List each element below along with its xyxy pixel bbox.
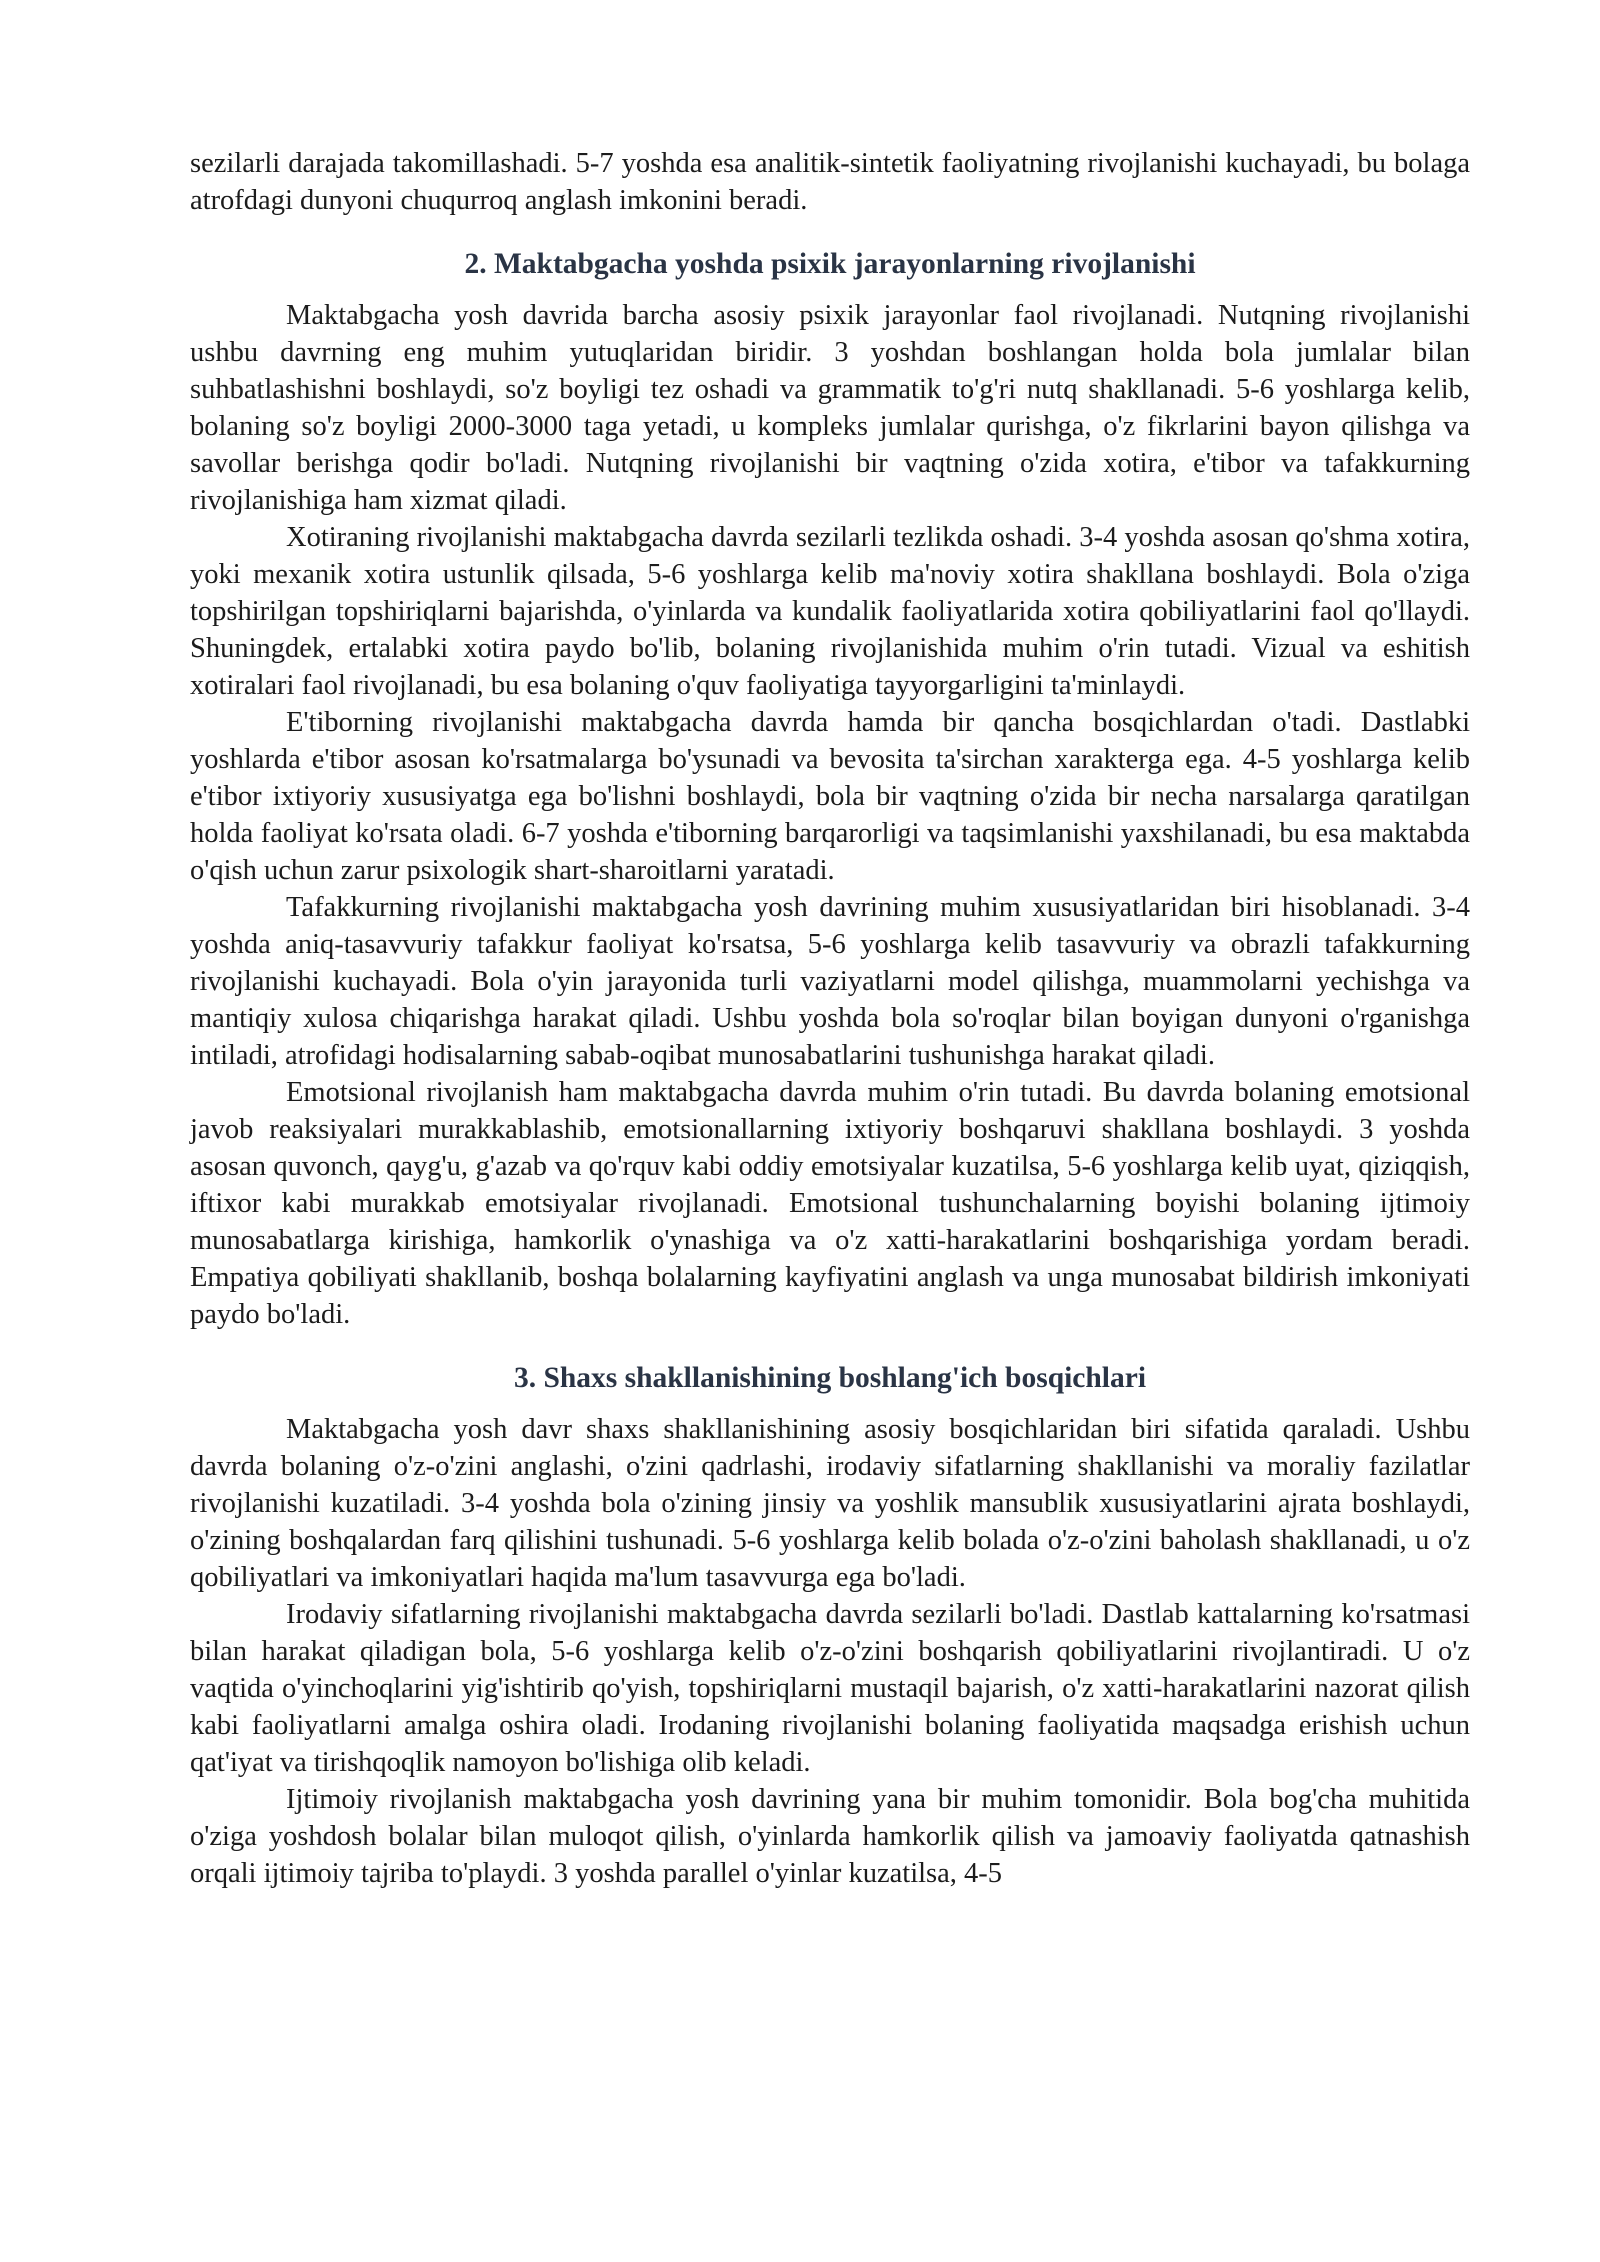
spacer <box>190 219 1470 246</box>
section-2-heading: 2. Maktabgacha yoshda psixik jarayonlarning rivojlanishi <box>464 248 1196 280</box>
section-2-paragraph-thinking: Tafakkurning rivojlanishi maktabgacha yosh davrining muhim xususiyatlaridan biri hisoblanadi. 3-4 yoshda aniq-tasavvuriy tafakkur faoliyat ko'rsatsa, 5-6 yoshlarga kelib tasavvuriy va obrazli tafakkurning rivojlanishi kuchayadi. Bola o'yin jarayonida turli vaziyatlarni model qilishga, muammolarni yechishga va mantiqiy xulosa chiqarishga harakat qiladi. Ushbu yoshda bola so'roqlar bilan boyigan dunyoni o'rganishga intiladi, atrofidagi hodisalarning sabab-oqibat munosabatlarini tushunishga harakat qiladi. <box>190 892 1470 1071</box>
section-2-paragraph-emotional: Emotsional rivojlanish ham maktabgacha davrda muhim o'rin tutadi. Bu davrda bolaning emotsional javob reaksiyalari murakkablashib, emotsionallarning ixtiyoriy boshqaruvi shakllana boshlaydi. 3 yoshda asosan quvonch, qayg'u, g'azab va qo'rquv kabi oddiy emotsiyalar kuzatilsa, 5-6 yoshlarga kelib uyat, qiziqqish, iftixor kabi murakkab emotsiyalar rivojlanadi. Emotsional tushunchalarning boyishi bolaning ijtimoiy munosabatlarga kirishiga, hamkorlik o'ynashiga va o'z xatti-harakatlarini boshqarishiga yordam beradi. Empatiya qobiliyati shakllanib, boshqa bolalarning kayfiyatini anglash va unga munosabat bildirish imkoniyati paydo bo'ladi. <box>190 1077 1470 1330</box>
section-3-paragraph-will: Irodaviy sifatlarning rivojlanishi maktabgacha davrda sezilarli bo'ladi. Dastlab kattalarning ko'rsatmasi bilan harakat qiladigan bola, 5-6 yoshlarga kelib o'z-o'zini boshqarish qobiliyatlarini rivojlantiradi. U o'z vaqtida o'yinchoqlarini yig'ishtirib qo'yish, topshiriqlarni mustaqil bajarish, o'z xatti-harakatlarini nazorat qilish kabi faoliyatlarni amalga oshira oladi. Irodaning rivojlanishi bolaning faoliyatida maqsadga erishish uchun qat'iyat va tirishqoqlik namoyon bo'lishiga olib keladi. <box>190 1599 1470 1778</box>
spacer <box>190 1397 1470 1411</box>
section-2-paragraph-speech: Maktabgacha yosh davrida barcha asosiy psixik jarayonlar faol rivojlanadi. Nutqning rivojlanishi ushbu davrning eng muhim yutuqlaridan biridir. 3 yoshdan boshlangan holda bola jumlalar bilan suhbatlashishni boshlaydi, so'z boyligi tez oshadi va grammatik to'g'ri nutq shakllanadi. 5-6 yoshlarga kelib, bolaning so'z boyligi 2000-3000 taga yetadi, u kompleks jumlalar qurishga, o'z fikrlarini bayon qilishga va savollar berishga qodir bo'ladi. Nutqning rivojlanishi bir vaqtning o'zida xotira, e'tibor va tafakkurning rivojlanishiga ham xizmat qiladi. <box>190 300 1470 516</box>
section-3-paragraph-self-awareness: Maktabgacha yosh davr shaxs shakllanishining asosiy bosqichlaridan biri sifatida qaraladi. Ushbu davrda bolaning o'z-o'zini anglashi, o'zini qadrlashi, irodaviy sifatlarning shakllanishi va moraliy fazilatlar rivojlanishi kuzatiladi. 3-4 yoshda bola o'zining jinsiy va yoshlik mansublik xususiyatlarini ajrata boshlaydi, o'zining boshqalardan farq qilishini tushunadi. 5-6 yoshlarga kelib bolada o'z-o'zini baholash shakllanadi, u o'z qobiliyatlari va imkoniyatlari haqida ma'lum tasavvurga ega bo'ladi. <box>190 1414 1470 1593</box>
section-3-heading: 3. Shaxs shakllanishining boshlang'ich bosqichlari <box>513 1362 1147 1394</box>
section-3-paragraph-social: Ijtimoiy rivojlanish maktabgacha yosh davrining yana bir muhim tomonidir. Bola bog'cha muhitida o'ziga yoshdosh bolalar bilan muloqot qilish, o'yinlarda hamkorlik qilish va jamoaviy faoliyatda qatnashish orqali ijtimoiy tajriba to'playdi. 3 yoshda parallel o'yinlar kuzatilsa, 4-5 <box>190 1784 1470 1889</box>
intro-paragraph: sezilarli darajada takomillashadi. 5-7 yoshda esa analitik-sintetik faoliyatning rivojlanishi kuchayadi, bu bolaga atrofdagi dunyoni chuqurroq anglash imkonini beradi. <box>190 148 1470 216</box>
spacer <box>190 1333 1470 1360</box>
section-2-paragraph-attention: E'tiborning rivojlanishi maktabgacha davrda hamda bir qancha bosqichlardan o'tadi. Dastlabki yoshlarda e'tibor asosan ko'rsatmalarga bo'ysunadi va bevosita ta'sirchan xarakterga ega. 4-5 yoshlarga kelib e'tibor ixtiyoriy xususiyatga ega bo'lishni boshlaydi, bola bir vaqtning o'zida bir necha narsalarga qaratilgan holda faoliyat ko'rsata oladi. 6-7 yoshda e'tiborning barqarorligi va taqsimlanishi yaxshilanadi, bu esa maktabda o'qish uchun zarur psixologik shart-sharoitlarni yaratadi. <box>190 707 1470 886</box>
document-page <box>190 145 1470 1892</box>
spacer <box>190 283 1470 297</box>
section-2-paragraph-memory: Xotiraning rivojlanishi maktabgacha davrda sezilarli tezlikda oshadi. 3-4 yoshda asosan qo'shma xotira, yoki mexanik xotira ustunlik qilsada, 5-6 yoshlarga kelib ma'noviy xotira shakllana boshlaydi. Bola o'ziga topshirilgan topshiriqlarni bajarishda, o'yinlarda va kundalik faoliyatlarida xotira qobiliyatlarini faol qo'llaydi. Shuningdek, ertalabki xotira paydo bo'lib, bolaning rivojlanishida muhim o'rin tutadi. Vizual va eshitish xotiralari faol rivojlanadi, bu esa bolaning o'quv faoliyatiga tayyorgarligini ta'minlaydi. <box>190 522 1470 701</box>
